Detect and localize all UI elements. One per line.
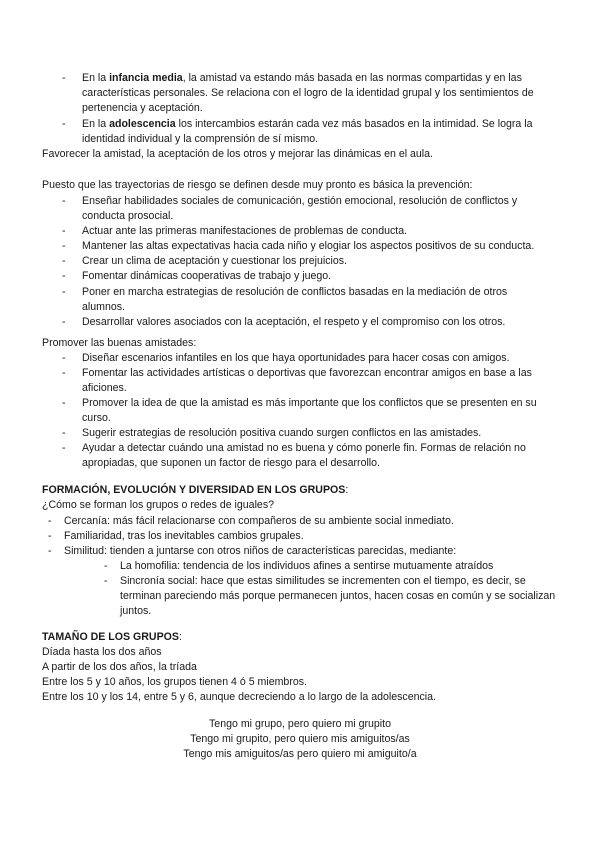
text-line: terminan pareciendo más porque permanecen juntos, hacen cosas en común y se socializan [120, 590, 556, 602]
tamano-line: A partir de los dos años, la tríada [42, 661, 197, 673]
section-heading-tamano: TAMAÑO DE LOS GRUPOS: [42, 631, 182, 643]
bullet-dash: - [104, 560, 108, 572]
list-item: Ayudar a detectar cuándo una amistad no es buena y cómo ponerle fin. Formas de relación no [82, 442, 526, 454]
list-item: Mantener las altas expectativas hacia cada niño y elogiar los aspectos positivos de su conducta. [82, 240, 535, 252]
bullet-dash: - [48, 545, 52, 557]
bullet-dash: - [62, 352, 66, 364]
text-line: conducta prosocial. [82, 210, 174, 222]
bullet-dash: - [62, 118, 66, 130]
list-item: Fomentar dinámicas cooperativas de trabajo y juego. [82, 270, 332, 282]
list-item: Familiaridad, tras los inevitables cambios grupales. [64, 530, 304, 542]
poem-line: Tengo mis amiguitos/as pero quiero mi amiguito/a [183, 748, 417, 760]
bullet-dash: - [62, 270, 66, 282]
bullet-dash: - [48, 530, 52, 542]
bullet-dash: - [104, 575, 108, 587]
term-infancia-media: infancia media [109, 72, 183, 84]
text-line: alumnos. [82, 301, 125, 313]
tamano-line: Díada hasta los dos años [42, 646, 162, 658]
sub-list-item: Sincronía social: hace que estas similitudes se incrementen con el tiempo, es decir, se [120, 575, 526, 587]
bullet-dash: - [62, 72, 66, 84]
amistades-intro: Promover las buenas amistades: [42, 337, 197, 349]
bullet-dash: - [62, 286, 66, 298]
formacion-question: ¿Cómo se forman los grupos o redes de iguales? [42, 499, 275, 511]
text-line: apropiadas, que suponen un factor de riesgo para el desarrollo. [82, 457, 381, 469]
bullet-dash: - [62, 225, 66, 237]
bullet-adolescencia: En la adolescencia los intercambios estarán cada vez más basados en la intimidad. Se logra la [82, 118, 533, 130]
list-item: Desarrollar valores asociados con la aceptación, el respeto y el compromiso con los otros. [82, 316, 506, 328]
text-line: identidad individual y la comprensión de sí mismo. [82, 133, 319, 145]
list-item: Cercanía: más fácil relacionarse con compañeros de su ambiente social inmediato. [64, 515, 454, 527]
list-item: Poner en marcha estrategias de resolución de conflictos basadas en la mediación de otros [82, 286, 508, 298]
prevencion-intro: Puesto que las trayectorias de riesgo se definen desde muy pronto es básica la prevención: [42, 179, 473, 191]
text-line: pertenencia y aceptación. [82, 102, 203, 114]
text-line: características personales. Se relaciona con el logro de la identidad grupal y los sentimientos de [82, 87, 534, 99]
poem-line: Tengo mi grupo, pero quiero mi grupito [209, 718, 391, 730]
term-adolescencia: adolescencia [109, 118, 176, 130]
bullet-dash: - [62, 195, 66, 207]
section-heading-formacion: FORMACIÓN, EVOLUCIÓN Y DIVERSIDAD EN LOS GRUPOS: [42, 484, 349, 496]
bullet-dash: - [62, 442, 66, 454]
sub-list-item: La homofilia: tendencia de los individuos afines a sentirse mutuamente atraídos [120, 560, 494, 572]
favorecer-line: Favorecer la amistad, la aceptación de los otros y mejorar las dinámicas en el aula. [42, 148, 433, 160]
list-item: Fomentar las actividades artísticas o deportivas que favorezcan encontrar amigos en base a las [82, 367, 532, 379]
text-line: aficiones. [82, 382, 127, 394]
list-item: Actuar ante las primeras manifestaciones de problemas de conducta. [82, 225, 408, 237]
tamano-line: Entre los 5 y 10 años, los grupos tienen 4 ó 5 miembros. [42, 676, 307, 688]
list-item: Diseñar escenarios infantiles en los que haya oportunidades para hacer cosas con amigos. [82, 352, 510, 364]
bullet-dash: - [62, 240, 66, 252]
list-item: Crear un clima de aceptación y cuestionar los prejuicios. [82, 255, 347, 267]
list-item: Similitud: tienden a juntarse con otros niños de características parecidas, mediante: [64, 545, 457, 557]
poem-line: Tengo mi grupito, pero quiero mis amiguitos/as [190, 733, 410, 745]
tamano-line: Entre los 10 y los 14, entre 5 y 6, aunque decreciendo a lo largo de la adolescencia. [42, 691, 436, 703]
bullet-dash: - [62, 255, 66, 267]
list-item: Enseñar habilidades sociales de comunicación, gestión emocional, resolución de conflictos y [82, 195, 518, 207]
bullet-dash: - [48, 515, 52, 527]
text-line: curso. [82, 412, 111, 424]
list-item: Promover la idea de que la amistad es más importante que los conflictos que se presenten en su [82, 397, 537, 409]
bullet-dash: - [62, 316, 66, 328]
list-item: Sugerir estrategias de resolución positiva cuando surgen conflictos en las amistades. [82, 427, 482, 439]
bullet-infancia-media: En la infancia media, la amistad va estando más basada en las normas compartidas y en las [82, 72, 522, 84]
bullet-dash: - [62, 397, 66, 409]
bullet-dash: - [62, 367, 66, 379]
text-line: juntos. [120, 605, 152, 617]
bullet-dash: - [62, 427, 66, 439]
